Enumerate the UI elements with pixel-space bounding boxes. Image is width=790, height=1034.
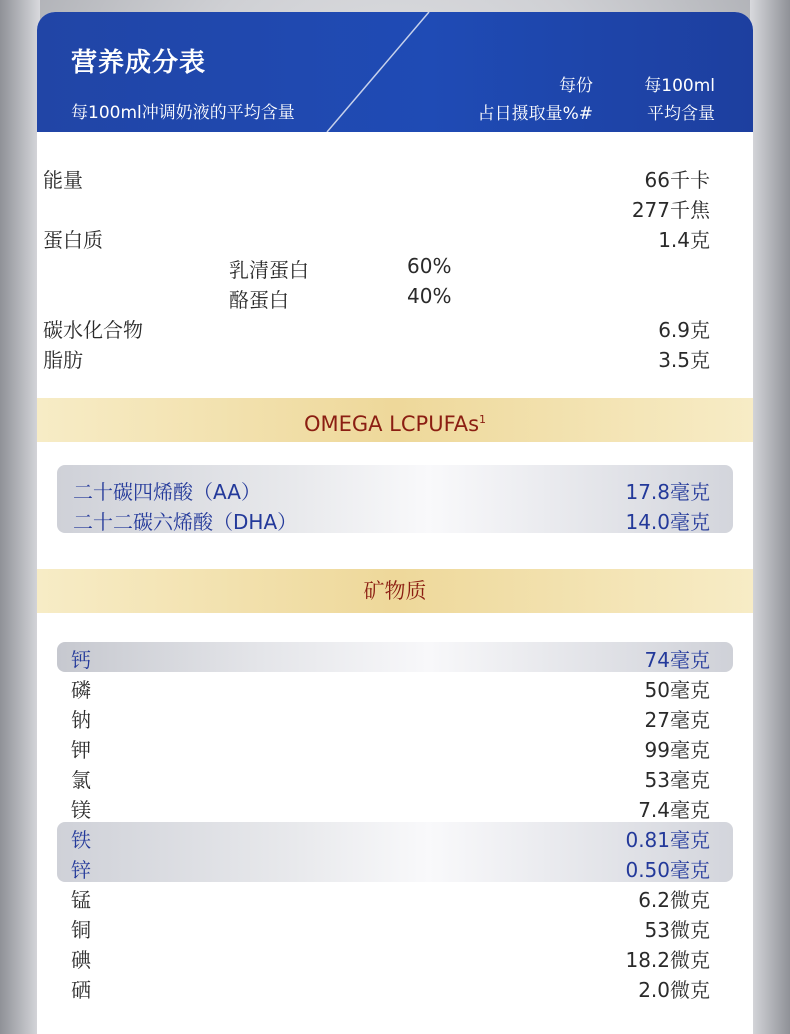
column-header-per-100ml: 每100ml 平均含量 [644,76,715,124]
nutrition-card [37,12,753,1034]
mineral-row-sodium: 钠 27毫克 [71,708,710,732]
column-header-daily-intake: 每份 占日摄取量%# [477,76,593,124]
section-heading-omega: OMEGA LCPUFAs$^1$ [37,398,753,442]
nutrient-row-carbs: 碳水化合物 6.9克 [43,318,710,342]
nutrient-row-protein: 蛋白质 1.4克 [43,228,710,252]
omega-row-dha: 二十二碳六烯酸（DHA） 14.0毫克 [73,510,710,534]
omega-row-aa: 二十碳四烯酸（AA） 17.8毫克 [73,480,710,504]
mineral-row-selenium: 硒 2.0微克 [71,978,710,1002]
mineral-row-iodine: 碘 18.2微克 [71,948,710,972]
mineral-row-iron: 铁 0.81毫克 [71,828,710,852]
background-left [0,0,40,1034]
mineral-row-magnesium: 镁 7.4毫克 [71,798,710,822]
mineral-row-potassium: 钾 99毫克 [71,738,710,762]
mineral-row-manganese: 锰 6.2微克 [71,888,710,912]
mineral-row-zinc: 锌 0.50毫克 [71,858,710,882]
mineral-row-calcium: 钙 74毫克 [57,642,733,672]
mineral-row-phosphorus: 磷 50毫克 [71,678,710,702]
nutrient-row-whey: 乳清蛋白 60% [229,254,452,282]
mineral-row-chlorine: 氯 53毫克 [71,768,710,792]
section-heading-minerals: 矿物质 [37,569,753,613]
nutrient-row-energy-kj: 277千焦 [631,198,710,222]
nutrient-row-fat: 脂肪 3.5克 [43,348,710,372]
nutrient-row-energy: 能量 66千卡 [43,168,710,192]
nutrient-row-casein: 酪蛋白 40% [229,284,452,312]
background-right [750,0,790,1034]
table-subtitle: 每100ml冲调奶液的平均含量 [71,103,295,123]
table-title: 营养成分表 [71,48,207,78]
mineral-row-copper: 铜 53微克 [71,918,710,942]
table-header [37,12,753,132]
